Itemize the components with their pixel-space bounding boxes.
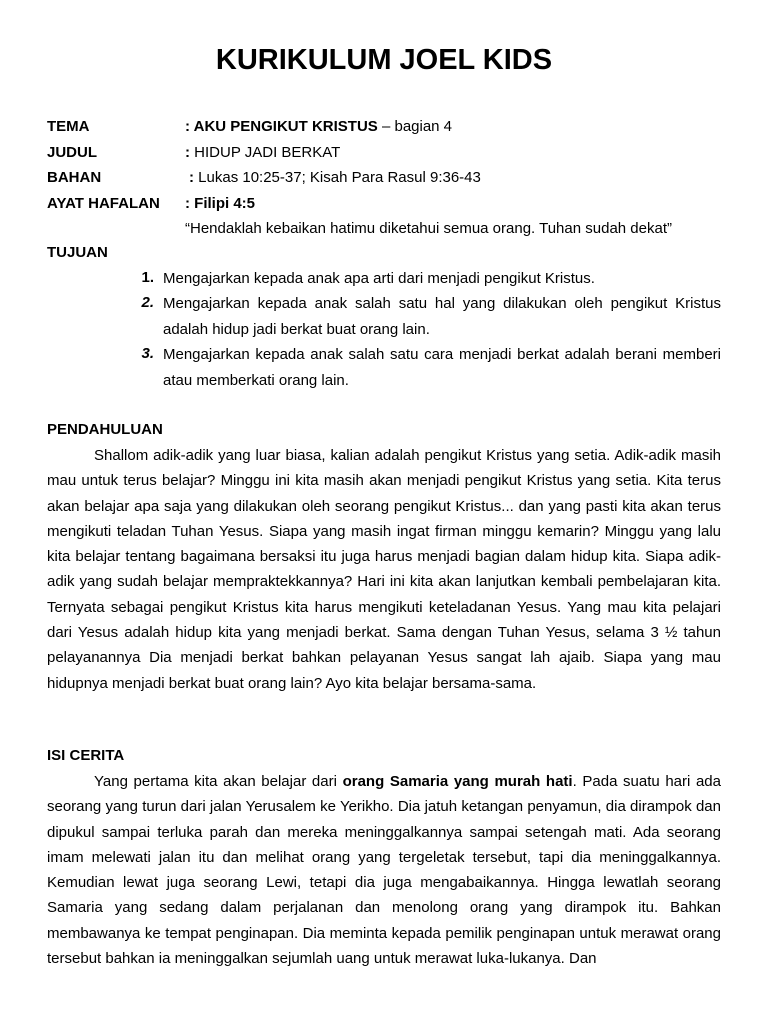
judul-value: HIDUP JADI BERKAT — [194, 144, 341, 161]
isi-cerita-paragraph — [47, 769, 721, 971]
field-value-ayat — [185, 194, 255, 214]
field-label-ayat: AYAT HAFALAN — [47, 195, 160, 212]
field-colon: : — [189, 169, 199, 186]
objective-number: 1. — [141, 269, 154, 286]
field-colon: : — [185, 118, 194, 135]
field-colon: : — [185, 144, 195, 161]
field-label-judul: JUDUL — [47, 144, 98, 161]
objective-text: Mengajarkan kepada anak salah satu hal yang dilakukan oleh pengikut Kristus adalah hidup jadi berkat buat orang lain. — [163, 295, 721, 338]
ayat-quote: “Hendaklah kebaikan hatimu diketahui semua orang. Tuhan sudah dekat” — [185, 220, 672, 237]
page-title: KURIKULUM JOEL KIDS — [215, 44, 553, 76]
tema-value-bold: AKU PENGIKUT KRISTUS — [193, 118, 378, 135]
isi-cerita-text-bold: orang Samaria yang murah hati — [342, 773, 573, 790]
section-heading-pendahuluan: PENDAHULUAN — [47, 421, 163, 438]
isi-cerita-text-start: Yang pertama kita akan belajar dari — [94, 773, 343, 790]
section-heading-tujuan: TUJUAN — [47, 244, 108, 261]
field-label-bahan: BAHAN — [47, 169, 102, 186]
ayat-value: Filipi 4:5 — [194, 195, 256, 212]
objective-text: Mengajarkan kepada anak apa arti dari menjadi pengikut Kristus. — [163, 270, 595, 287]
field-value-tema — [185, 117, 452, 137]
section-heading-isi-cerita: ISI CERITA — [47, 747, 125, 764]
objective-text: Mengajarkan kepada anak salah satu cara menjadi berkat adalah berani memberi atau memberkati orang lain. — [163, 346, 721, 389]
objective-number: 3. — [141, 345, 154, 362]
pendahuluan-paragraph: Shallom adik-adik yang luar biasa, kalian adalah pengikut Kristus yang setia. Adik-adik masih mau untuk terus belajar? Minggu ini kita masih akan menjadi pengikut Kristus yang setia. Kita terus akan belajar apa saja yang dilakukan oleh seorang pengikut Kristus... dan yang pasti kita akan terus mengikuti teladan Tuhan Yesus. Siapa yang masih ingat firman minggu kemarin? Minggu yang lalu kita belajar tentang bagaimana bersaksi itu juga harus menjadi bagian dalam hidup kita. Siapa adik-adik yang sudah belajar mempraktekkannya? Hari ini kita akan lanjutkan kembali pembelajaran kita. Ternyata sebagai pengikut Kristus kita harus mengikuti keteladanan Yesus. Yang mau kita pelajari dari Yesus adalah hidup kita yang menjadi berkat. Sama dengan Tuhan Yesus, selama 3 ½ tahun pelayanannya Dia menjadi berkat bahkan pelayanan Yesus sangat lah ajaib. Siapa yang mau hidupnya menjadi berkat buat orang lain? Ayo kita belajar bersama-sama. — [47, 447, 721, 692]
field-colon: : — [185, 195, 195, 212]
objective-number: 2. — [141, 294, 154, 311]
field-label-tema: TEMA — [47, 118, 90, 135]
field-value-bahan — [189, 168, 481, 188]
tema-value-rest: – bagian 4 — [377, 118, 453, 135]
isi-cerita-text-rest: . Pada suatu hari ada seorang yang turun dari jalan Yerusalem ke Yerikho. Dia jatuh ketangan penyamun, dia dirampok dan dipukul sampai terluka parah dan mereka meninggalkannya sampai setengah mati. Ada seorang imam melewati jalan itu dan melihat orang yang tergeletak tersebut, tapi dia meninggalkannya. Kemudian lewat juga seorang Lewi, tetapi dia juga mengabaikannya. Hingga lewatlah seorang Samaria yang sedang dalam perjalanan dan menolong orang yang dirampok itu. Bahkan membawanya ke tempat penginapan. Dia meminta kepada pemilik penginapan untuk merawat orang tersebut bahkan ia meninggalkan sejumlah uang untuk merawat luka-lukanya. Dan — [47, 773, 721, 968]
bahan-value: Lukas 10:25-37; Kisah Para Rasul 9:36-43 — [198, 169, 481, 186]
field-value-judul — [185, 143, 340, 163]
